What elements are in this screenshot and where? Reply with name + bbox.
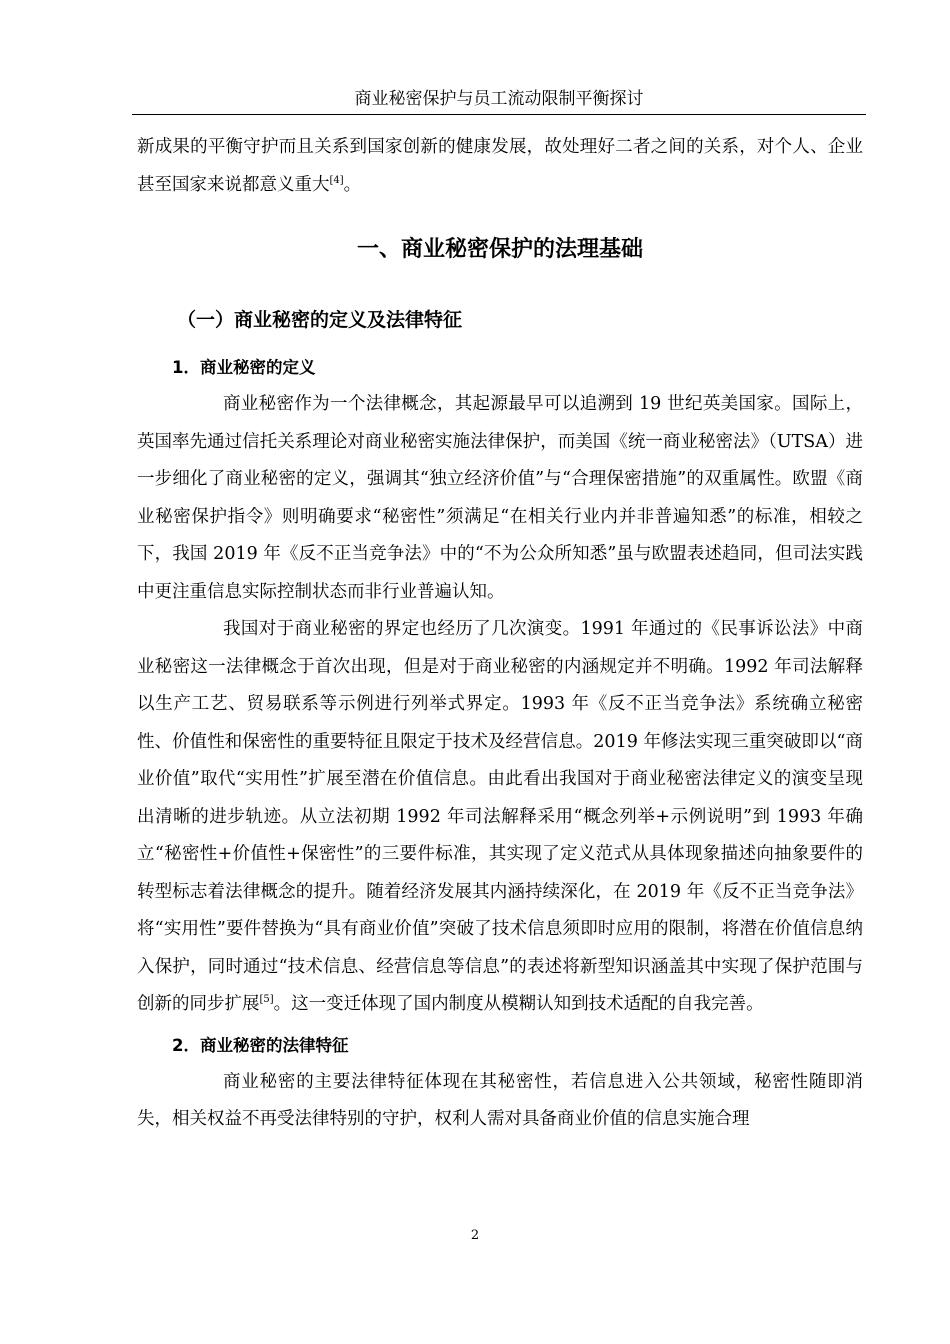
header-rule <box>132 114 866 115</box>
item1-paragraph-2 <box>137 611 863 1024</box>
page-number: 2 <box>470 1228 480 1243</box>
subsection-title: （一）商业秘密的定义及法律特征 <box>177 308 463 331</box>
item2-paragraph-1: 商业秘密的主要法律特征体现在其秘密性，若信息进入公共领域，秘密性随即消失，相关权益不再受法律特别的守护，权利人需对具备商业价值的信息实施合理 <box>137 1071 863 1129</box>
citation-4: [4] <box>329 174 344 186</box>
item1-paragraph-1: 商业秘密作为一个法律概念，其起源最早可以追溯到 19 世纪英美国家。国际上，英国率先通过信托关系理论对商业秘密实施法律保护，而美国《统一商业秘密法》（UTSA）进一步细化了商业秘密的定义，强调其“独立经济价值”与“合理保密措施”的双重属性。欧盟《商业秘密保护指令》则明确要求“秘密性”须满足“在相关行业内并非普遍知悉”的标准，相较之下，我国 2019 年《反不正当竞争法》中的“不为公众所知悉”虽与欧盟表述趋同，但司法实践中更注重信息实际控制状态而非行业普遍认知。 <box>137 394 863 602</box>
item1-paragraph-2-text: 我国对于商业秘密的界定也经历了几次演变。1991 年通过的《民事诉讼法》中商业秘密这一法律概念于首次出现，但是对于商业秘密的内涵规定并不明确。1992 年司法解释以生产工艺、贸易联系等示例进行列举式界定。1993 年《反不正当竞争法》系统确立秘密性、价值性和保密性的重要特征且限定于技术及经营信息。2019 年修法实现三重突破即以“商业价值”取代“实用性”扩展至潜在价值信息。由此看出我国对于商业秘密法律定义的演变呈现出清晰的进步轨迹。从立法初期 1992 年司法解释采用“概念列举+示例说明”到 1993 年确立“秘密性+价值性+保密性”的三要件标准，其实现了定义范式从具体现象描述向抽象要件的转型标志着法律概念的提升。随着经济发展其内涵持续深化，在 2019 年《反不正当竞争法》将“实用性”要件替换为“具有商业价值”突破了技术信息须即时应用的限制，将潜在价值信息纳入保护，同时通过“技术信息、经营信息等信息”的表述将新型知识涵盖其中实现了保护范围与创新的同步扩展 <box>137 619 863 1014</box>
citation-5: [5] <box>259 994 274 1006</box>
intro-text: 新成果的平衡守护而且关系到国家创新的健康发展，故处理好二者之间的关系，对个人、企业甚至国家来说都意义重大 <box>137 137 863 195</box>
section-title: 一、商业秘密保护的法理基础 <box>356 236 643 262</box>
intro-paragraph <box>137 129 863 204</box>
item2-title: 2．商业秘密的法律特征 <box>172 1035 349 1055</box>
intro-end: 。 <box>343 174 362 195</box>
item1-title: 1．商业秘密的定义 <box>172 358 316 377</box>
item1-paragraph-2-end: 。这一变迁体现了国内制度从模糊认知到技术适配的自我完善。 <box>273 994 764 1014</box>
running-header: 商业秘密保护与员工流动限制平衡探讨 <box>354 89 644 109</box>
page-body <box>137 129 863 1139</box>
